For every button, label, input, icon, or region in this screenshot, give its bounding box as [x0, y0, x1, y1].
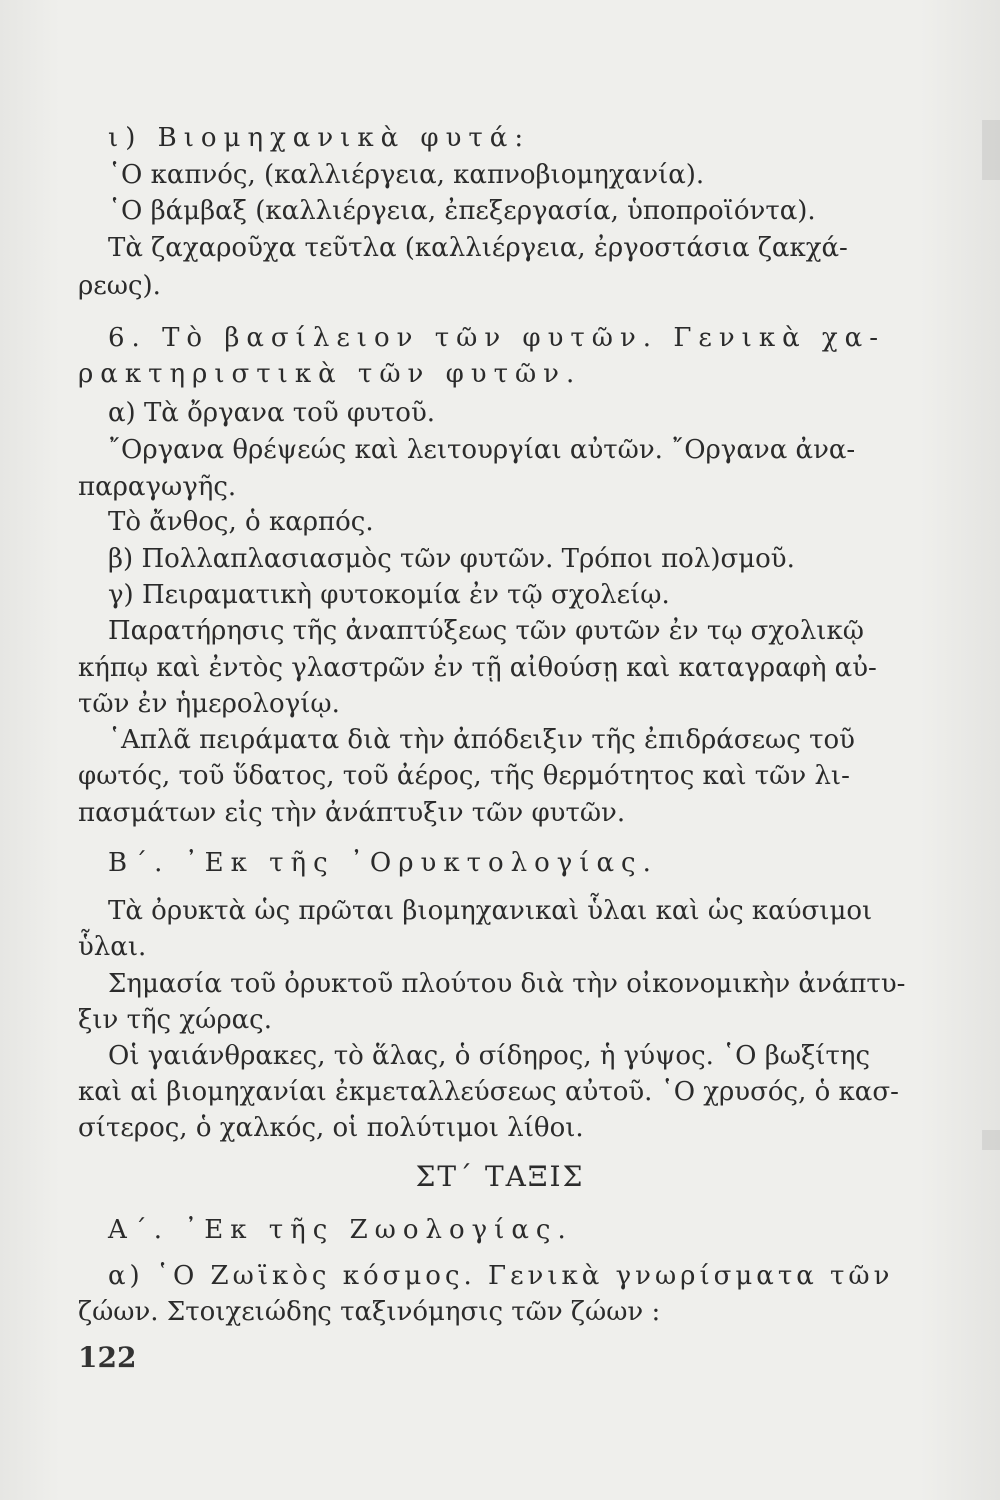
facing-page-bleed — [982, 120, 1000, 180]
facing-page-mark — [982, 1130, 1000, 1150]
text-line-13: γ) Πειραματικὴ φυτοκομία ἐν τῷ σχολείῳ. — [108, 580, 670, 610]
text-line-26: καὶ αἱ βιομηχανίαι ἐκμεταλλεύσεως αὐτοῦ. ῾Ο χρυσός, ὁ κασ- — [78, 1077, 899, 1107]
text-line-22: ὗλαι. — [78, 932, 147, 962]
text-line-11: Τὸ ἄνθος, ὁ καρπός. — [108, 507, 374, 537]
text-line-12: β) Πολλαπλασιασμὸς τῶν φυτῶν. Τρόποι πολ)σμοῦ. — [108, 544, 795, 574]
text-line-10: παραγωγῆς. — [78, 472, 237, 502]
section-b-heading: Β΄. ᾿Εκ τῆς ᾿Ορυκτολογίας. — [108, 848, 658, 878]
text-line-30: α) ῾Ο Ζωϊκὸς κόσμος. Γενικὰ γνωρίσματα τῶν — [108, 1261, 894, 1291]
text-line-17: ῾Απλᾶ πειράματα διὰ τὴν ἀπόδειξιν τῆς ἐπιδράσεως τοῦ — [108, 725, 855, 755]
text-line-3: ῾Ο βάμβαξ (καλλιέργεια, ἐπεξεργασία, ὑποπροϊόντα). — [108, 196, 816, 226]
text-line-31: ζώων. Στοιχειώδης ταξινόμησις τῶν ζώων : — [78, 1297, 661, 1327]
text-line-5: ρεως). — [78, 271, 161, 301]
section-6-title-cont: ρακτηριστικὰ τῶν φυτῶν. — [78, 359, 582, 389]
text-line-2: ῾Ο καπνός, (καλλιέργεια, καπνοβιομηχανία). — [108, 160, 705, 190]
text-line-1: ι) Βιομηχανικὰ φυτά: — [108, 123, 531, 153]
text-line-15: κήπῳ καὶ ἐντὸς γλαστρῶν ἐν τῇ αἰθούσῃ καὶ καταγραφὴ αὐ- — [78, 653, 877, 683]
text-line-23: Σημασία τοῦ ὀρυκτοῦ πλούτου διὰ τὴν οἰκονομικὴν ἀνάπτυ- — [108, 969, 906, 999]
text-line-8: α) Τὰ ὄργανα τοῦ φυτοῦ. — [108, 398, 436, 428]
section-6-title: 6. Τὸ βασίλειον τῶν φυτῶν. Γενικὰ χα- — [108, 323, 885, 353]
text-line-21: Τὰ ὀρυκτὰ ὡς πρῶται βιομηχανικαὶ ὗλαι καὶ ὡς καύσιμοι — [108, 896, 873, 926]
text-line-9: ῎Οργανα θρέψεώς καὶ λειτουργίαι αὐτῶν. ῎Οργανα ἀνα- — [108, 435, 856, 465]
text-line-14: Παρατήρησις τῆς ἀναπτύξεως τῶν φυτῶν ἐν τῳ σχολικῷ — [108, 616, 864, 646]
text-line-27: σίτερος, ὁ χαλκός, οἱ πολύτιμοι λίθοι. — [78, 1113, 584, 1143]
text-line-4: Τὰ ζαχαροῦχα τεῦτλα (καλλιέργεια, ἐργοστάσια ζακχά- — [108, 233, 848, 263]
class-heading: ΣΤ΄ ΤΑΞΙΣ — [415, 1160, 585, 1193]
text-line-19: πασμάτων εἰς τὴν ἀνάπτυξιν τῶν φυτῶν. — [78, 798, 626, 828]
page-number: 122 — [78, 1341, 137, 1374]
section-a-heading: Α΄. ᾿Εκ τῆς Ζωολογίας. — [108, 1215, 573, 1245]
text-line-18: φωτός, τοῦ ὕδατος, τοῦ ἀέρος, τῆς θερμότητος καὶ τῶν λι- — [78, 761, 850, 791]
text-line-24: ξιν τῆς χώρας. — [78, 1005, 272, 1035]
text-line-16: τῶν ἐν ἡμερολογίῳ. — [78, 689, 340, 719]
text-line-25: Οἱ γαιάνθρακες, τὸ ἅλας, ὁ σίδηρος, ἡ γύψος. ῾Ο βωξίτης — [108, 1041, 871, 1071]
